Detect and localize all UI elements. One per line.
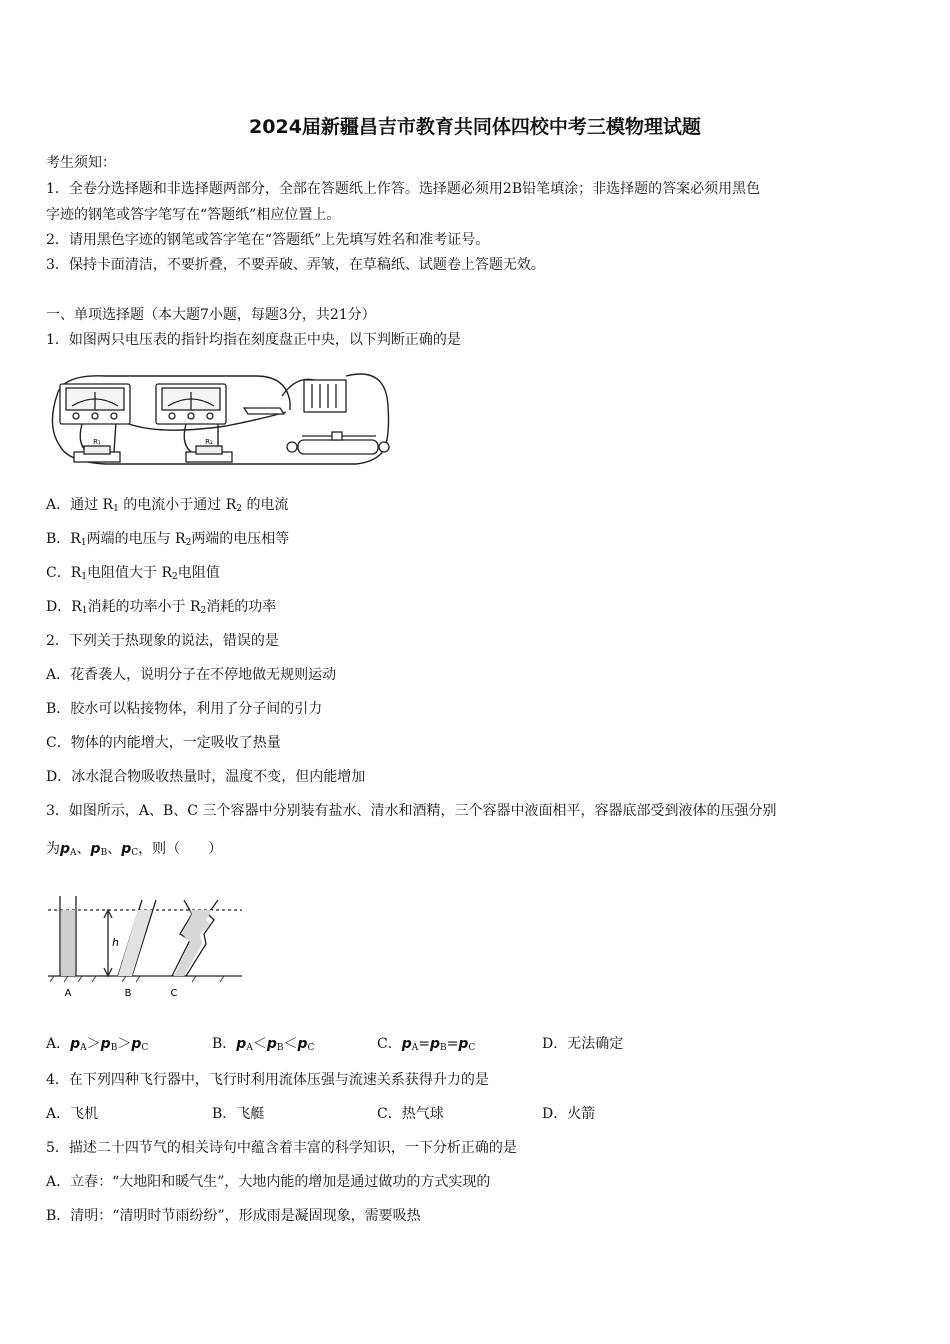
resistor-r1 bbox=[74, 446, 120, 462]
container-b-label: B bbox=[124, 988, 132, 999]
operator: ＜ bbox=[283, 1036, 298, 1052]
container-c bbox=[172, 900, 218, 976]
subscript: A bbox=[80, 1043, 87, 1053]
pressure-symbol: p bbox=[266, 1036, 277, 1052]
question-1-option-d[interactable] bbox=[46, 596, 276, 616]
subscript: C bbox=[141, 1043, 149, 1053]
stem-text: 为 bbox=[46, 841, 60, 857]
pressure-symbol: p bbox=[90, 841, 101, 857]
question-3-stem-line2 bbox=[46, 838, 222, 858]
height-arrow bbox=[104, 910, 112, 976]
containers-figure bbox=[46, 890, 246, 1002]
notice-item: 字迹的钢笔或答字笔写在“答题纸”相应位置上。 bbox=[46, 207, 341, 223]
question-5-option-a[interactable]: A．立春：“大地阳和暖气生”，大地内能的增加是通过做功的方式实现的 bbox=[46, 1174, 491, 1190]
circuit-figure bbox=[46, 366, 396, 472]
rheostat bbox=[287, 432, 389, 454]
pressure-symbol: p bbox=[121, 841, 132, 857]
subscript: B bbox=[100, 848, 108, 858]
subscript: 1 bbox=[80, 538, 87, 548]
subscript: 2 bbox=[185, 538, 192, 548]
voltmeter-1 bbox=[60, 384, 130, 424]
pressure-symbol: p bbox=[236, 1036, 247, 1052]
pressure-symbol: p bbox=[401, 1036, 412, 1052]
subscript: C bbox=[307, 1043, 315, 1053]
question-2-stem: 2．下列关于热现象的说法，错误的是 bbox=[46, 633, 279, 649]
subscript: 1 bbox=[81, 572, 87, 582]
option-text: A．通过 R bbox=[46, 497, 114, 513]
question-3-option-d[interactable]: D．无法确定 bbox=[542, 1036, 624, 1052]
separator: 、 bbox=[76, 841, 91, 857]
question-4-stem: 4．在下列四种飞行器中，飞行时利用流体压强与流速关系获得升力的是 bbox=[46, 1072, 489, 1088]
operator: ＞ bbox=[86, 1036, 101, 1052]
resistor-r2 bbox=[186, 446, 232, 462]
option-text: B．R bbox=[46, 531, 81, 547]
option-label: A． bbox=[46, 1036, 71, 1052]
option-text: 两端的电压与 R bbox=[86, 531, 186, 547]
subscript: 2 bbox=[236, 504, 243, 514]
question-4-option-a[interactable]: A．飞机 bbox=[46, 1106, 99, 1122]
container-a-label: A bbox=[64, 988, 72, 999]
notice-item: 3．保持卡面清洁，不要折叠，不要弄破、弄皱，在草稿纸、试题卷上答题无效。 bbox=[46, 257, 545, 273]
question-4-option-d[interactable]: D．火箭 bbox=[542, 1106, 596, 1122]
switch bbox=[244, 408, 284, 414]
subscript: 1 bbox=[113, 504, 119, 514]
option-text: 的电流 bbox=[242, 497, 289, 513]
question-3-option-c[interactable] bbox=[377, 1033, 475, 1053]
subscript: A bbox=[411, 1043, 419, 1053]
operator: ＞ bbox=[117, 1036, 132, 1052]
option-text: 消耗的功率小于 R bbox=[87, 599, 201, 615]
resistor-r2-label: R₂ bbox=[205, 438, 213, 446]
section-heading: 一、单项选择题（本大题7小题，每题3分，共21分） bbox=[46, 307, 376, 323]
subscript: C bbox=[131, 848, 139, 858]
subscript: B bbox=[276, 1043, 284, 1053]
question-1-option-c[interactable] bbox=[46, 562, 220, 582]
subscript: 1 bbox=[81, 606, 88, 616]
question-4-option-c[interactable]: C．热气球 bbox=[377, 1106, 444, 1122]
subscript: A bbox=[70, 848, 77, 858]
option-text: 的电流小于通过 R bbox=[118, 497, 237, 513]
ground-hatch bbox=[50, 976, 224, 982]
container-a bbox=[60, 896, 76, 976]
height-label: h bbox=[112, 936, 119, 949]
question-3-option-a[interactable] bbox=[46, 1033, 148, 1053]
option-text: D．R bbox=[46, 599, 82, 615]
page-title: 2024届新疆昌吉市教育共同体四校中考三模物理试题 bbox=[249, 116, 701, 138]
pressure-symbol: p bbox=[131, 1036, 142, 1052]
subscript: 2 bbox=[172, 572, 178, 582]
pressure-symbol: p bbox=[100, 1036, 111, 1052]
option-text: C．R bbox=[46, 565, 82, 581]
voltmeter-2 bbox=[156, 384, 226, 424]
question-2-option-c[interactable]: C．物体的内能增大，一定吸收了热量 bbox=[46, 735, 281, 751]
question-3-option-b[interactable] bbox=[212, 1033, 314, 1053]
question-4-option-b[interactable]: B．飞艇 bbox=[212, 1106, 265, 1122]
separator: 、 bbox=[107, 841, 122, 857]
question-2-option-d[interactable]: D．冰水混合物吸收热量时，温度不变，但内能增加 bbox=[46, 769, 366, 785]
subscript: A bbox=[246, 1043, 253, 1053]
pressure-symbol: p bbox=[297, 1036, 308, 1052]
question-1-option-b[interactable] bbox=[46, 528, 289, 548]
option-text: 两端的电压相等 bbox=[191, 531, 290, 547]
question-5-option-b[interactable]: B．清明：“清明时节雨纷纷”，形成雨是凝固现象，需要吸热 bbox=[46, 1208, 421, 1224]
operator: = bbox=[418, 1036, 430, 1052]
question-1-option-a[interactable] bbox=[46, 494, 288, 514]
pressure-symbol: p bbox=[60, 841, 71, 857]
question-1-stem: 1．如图两只电压表的指针均指在刻度盘正中央，以下判断正确的是 bbox=[46, 332, 461, 348]
container-c-label: C bbox=[170, 988, 178, 999]
question-2-option-b[interactable]: B．胶水可以粘接物体，利用了分子间的引力 bbox=[46, 701, 323, 717]
circuit-wire bbox=[184, 424, 194, 454]
battery bbox=[304, 380, 346, 412]
pressure-symbol: p bbox=[458, 1036, 469, 1052]
operator: = bbox=[446, 1036, 459, 1052]
question-3-stem: 3．如图所示，A、B、C 三个容器中分别装有盐水、清水和酒精，三个容器中液面相平，容器底部受到液体的压强分别 bbox=[46, 803, 777, 819]
operator: ＜ bbox=[252, 1036, 267, 1052]
stem-text: ，则（ ） bbox=[138, 841, 223, 857]
subscript: B bbox=[440, 1043, 447, 1053]
option-text: 电阻值大于 R bbox=[87, 565, 172, 581]
container-b bbox=[118, 900, 156, 976]
option-text: 电阻值 bbox=[177, 565, 220, 581]
question-5-stem: 5．描述二十四节气的相关诗句中蕴含着丰富的科学知识，一下分析正确的是 bbox=[46, 1140, 517, 1156]
option-label: B． bbox=[212, 1036, 237, 1052]
notice-item: 1．全卷分选择题和非选择题两部分，全部在答题纸上作答。选择题必须用2B铅笔填涂；非选择题的答案必须用黑色 bbox=[46, 181, 761, 197]
pressure-symbol: p bbox=[70, 1036, 81, 1052]
circuit-wire bbox=[114, 422, 116, 452]
subscript: B bbox=[110, 1043, 118, 1053]
subscript: 2 bbox=[200, 606, 207, 616]
notice-heading: 考生须知： bbox=[46, 155, 116, 171]
option-label: C． bbox=[377, 1036, 402, 1052]
question-2-option-a[interactable]: A．花香袭人，说明分子在不停地做无规则运动 bbox=[46, 667, 337, 683]
option-text: 消耗的功率 bbox=[206, 599, 277, 615]
circuit-wire bbox=[346, 374, 389, 450]
notice-item: 2．请用黑色字迹的钢笔或答字笔在“答题纸”上先填写姓名和准考证号。 bbox=[46, 232, 490, 248]
subscript: C bbox=[468, 1043, 476, 1053]
resistor-r1-label: R₁ bbox=[93, 438, 101, 446]
pressure-symbol: p bbox=[429, 1036, 441, 1052]
